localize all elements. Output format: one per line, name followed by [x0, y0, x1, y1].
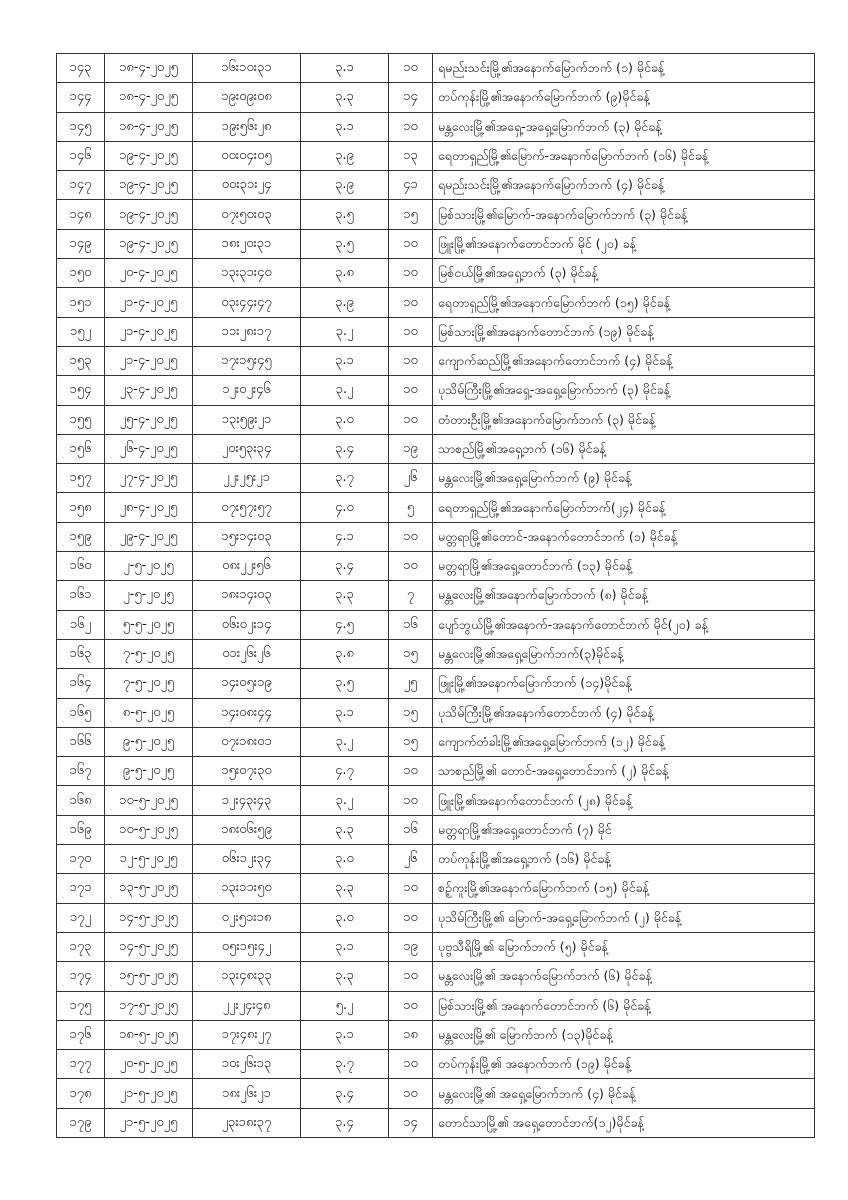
- date-cell: ၂၁-၄-၂၀၂၅: [105, 288, 193, 317]
- location-cell: ပုဗ္ဗသီရိမြို့၏ မြောက်ဘက် (၅) မိုင်ခန့်: [433, 932, 815, 961]
- table-row: [57, 757, 815, 786]
- date-cell: ၁၅-၅-၂၀၂၅: [105, 962, 193, 991]
- location-cell: မန္တလေးမြို့၏အနောက်မြောက်ဘက် (၈) မိုင်ခန့်: [433, 581, 815, 610]
- date-cell: ၁၉-၄-၂၀၂၅: [105, 229, 193, 258]
- depth-cell: ၇: [389, 581, 433, 610]
- time-cell: ၁၂း၄၃း၄၃: [193, 786, 301, 815]
- table-row: [57, 54, 815, 83]
- magnitude-cell: ၃.၈: [301, 259, 389, 288]
- table-row: [57, 903, 815, 932]
- depth-cell: ၁၀: [389, 317, 433, 346]
- magnitude-cell: ၃.၁: [301, 54, 389, 83]
- time-cell: ၀၇း၅၇း၅၇: [193, 493, 301, 522]
- magnitude-cell: ၃.၃: [301, 815, 389, 844]
- magnitude-cell: ၃.၁: [301, 1020, 389, 1049]
- date-cell: ၂၁-၅-၂၀၂၅: [105, 1079, 193, 1108]
- date-cell: ၂-၅-၂၀၂၅: [105, 581, 193, 610]
- earthquake-table: [56, 53, 815, 1138]
- depth-cell: ၁၈: [389, 1020, 433, 1049]
- magnitude-cell: ၃.၁: [301, 932, 389, 961]
- depth-cell: ၂၅: [389, 669, 433, 698]
- magnitude-cell: ၃.၁: [301, 698, 389, 727]
- magnitude-cell: ၄.၀: [301, 493, 389, 522]
- magnitude-cell: ၃.၄: [301, 434, 389, 463]
- row-number-cell: ၁၅၆: [57, 434, 105, 463]
- row-number-cell: ၁၄၅: [57, 112, 105, 141]
- table-row: [57, 346, 815, 375]
- date-cell: ၂၉-၄-၂၀၂၅: [105, 522, 193, 551]
- depth-cell: ၁၆: [389, 610, 433, 639]
- location-cell: ရမည်းသင်းမြို့၏အနောက်မြောက်ဘက် (၁) မိုင်ခန့်: [433, 54, 815, 83]
- time-cell: ၁၈း၂၆း၂၁: [193, 1079, 301, 1108]
- table-row: [57, 83, 815, 112]
- magnitude-cell: ၄.၇: [301, 757, 389, 786]
- depth-cell: ၁၀: [389, 757, 433, 786]
- date-cell: ၁၀-၅-၂၀၂၅: [105, 815, 193, 844]
- table-row: [57, 493, 815, 522]
- magnitude-cell: ၃.၉: [301, 171, 389, 200]
- magnitude-cell: ၃.၈: [301, 639, 389, 668]
- table-row: [57, 317, 815, 346]
- depth-cell: ၁၀: [389, 259, 433, 288]
- location-cell: ဖြူးမြို့၏အနောက်တောင်ဘက် မိုင် (၂၀) ခန့်: [433, 229, 815, 258]
- location-cell: ပျော်ဘွယ်မြို့၏အနောက်-အနောက်တောင်ဘက် မိုင်(၂၀) ခန့်: [433, 610, 815, 639]
- row-number-cell: ၁၆၉: [57, 815, 105, 844]
- table-row: [57, 1020, 815, 1049]
- depth-cell: ၁၀: [389, 405, 433, 434]
- row-number-cell: ၁၆၀: [57, 552, 105, 581]
- magnitude-cell: ၃.၀: [301, 405, 389, 434]
- location-cell: မြစ်ငယ်မြို့၏အရှေ့ဘက် (၃) မိုင်ခန့်: [433, 259, 815, 288]
- table-row: [57, 786, 815, 815]
- time-cell: ၁၃း၅၉း၂၁: [193, 405, 301, 434]
- table-row: [57, 874, 815, 903]
- row-number-cell: ၁၇၂: [57, 903, 105, 932]
- depth-cell: ၁၀: [389, 786, 433, 815]
- magnitude-cell: ၃.၂: [301, 376, 389, 405]
- date-cell: ၁၉-၄-၂၀၂၅: [105, 141, 193, 170]
- depth-cell: ၁၃: [389, 141, 433, 170]
- date-cell: ၁၂-၅-၂၀၂၅: [105, 845, 193, 874]
- magnitude-cell: ၃.၇: [301, 464, 389, 493]
- magnitude-cell: ၃.၃: [301, 83, 389, 112]
- location-cell: ရေတာရှည်မြို့၏မြောက်-အနောက်မြောက်ဘက် (၁၆) မိုင်ခန့်: [433, 141, 815, 170]
- row-number-cell: ၁၆၇: [57, 757, 105, 786]
- row-number-cell: ၁၅၇: [57, 464, 105, 493]
- depth-cell: ၁၀: [389, 288, 433, 317]
- depth-cell: ၁၆: [389, 815, 433, 844]
- row-number-cell: ၁၄၆: [57, 141, 105, 170]
- table-row: [57, 464, 815, 493]
- table-row: [57, 259, 815, 288]
- row-number-cell: ၁၅၅: [57, 405, 105, 434]
- row-number-cell: ၁၄၈: [57, 200, 105, 229]
- date-cell: ၉-၅-၂၀၂၅: [105, 757, 193, 786]
- row-number-cell: ၁၇၅: [57, 991, 105, 1020]
- location-cell: မန္တလေးမြို့၏အရှေ့မြောက်ဘက်(၃)မိုင်ခန့်: [433, 639, 815, 668]
- time-cell: ၁၇း၁၅း၄၅: [193, 346, 301, 375]
- location-cell: မြစ်သားမြို့၏ အနောက်တောင်ဘက် (၆) မိုင်ခန့်: [433, 991, 815, 1020]
- date-cell: ၁၀-၅-၂၀၂၅: [105, 786, 193, 815]
- date-cell: ၂၁-၄-၂၀၂၅: [105, 317, 193, 346]
- time-cell: ၁၅း၀၇း၃၀: [193, 757, 301, 786]
- row-number-cell: ၁၇၇: [57, 1050, 105, 1079]
- location-cell: မတ္တရာမြို့၏အရှေ့တောင်ဘက် (၁၃) မိုင်ခန့်: [433, 552, 815, 581]
- depth-cell: ၁၅: [389, 698, 433, 727]
- time-cell: ၁၈း၀၆း၅၉: [193, 815, 301, 844]
- time-cell: ၁၉း၅၆း၂၈: [193, 112, 301, 141]
- time-cell: ၀၆း၁၂း၃၄: [193, 845, 301, 874]
- magnitude-cell: ၃.၉: [301, 288, 389, 317]
- location-cell: ပုသိမ်ကြီးမြို့၏အနောက်တောင်ဘက် (၄) မိုင်ခန့်: [433, 698, 815, 727]
- table-row: [57, 845, 815, 874]
- table-row: [57, 405, 815, 434]
- location-cell: ကျောက်ဆည်မြို့၏အနောက်တောင်ဘက် (၄) မိုင်ခန့်: [433, 346, 815, 375]
- time-cell: ၀၆း၀၂း၁၄: [193, 610, 301, 639]
- row-number-cell: ၁၅၈: [57, 493, 105, 522]
- date-cell: ၁၈-၅-၂၀၂၅: [105, 1020, 193, 1049]
- depth-cell: ၁၀: [389, 112, 433, 141]
- location-cell: တပ်ကုန်းမြို့၏အနောက်မြောက်ဘက် (၉)မိုင်ခန့်: [433, 83, 815, 112]
- magnitude-cell: ၃.၁: [301, 112, 389, 141]
- table-row: [57, 1079, 815, 1108]
- depth-cell: ၄၁: [389, 171, 433, 200]
- location-cell: တပ်ကုန်းမြို့၏ အနောက်ဘက် (၁၉) မိုင်ခန့်: [433, 1050, 815, 1079]
- depth-cell: ၂၆: [389, 464, 433, 493]
- date-cell: ၂၈-၄-၂၀၂၅: [105, 493, 193, 522]
- row-number-cell: ၁၆၈: [57, 786, 105, 815]
- time-cell: ၀၇း၅၀း၀၃: [193, 200, 301, 229]
- time-cell: ၀၇း၁၈း၀၁: [193, 727, 301, 756]
- time-cell: ၁၄း၀၅း၁၉: [193, 669, 301, 698]
- row-number-cell: ၁၆၃: [57, 639, 105, 668]
- table-row: [57, 552, 815, 581]
- depth-cell: ၁၀: [389, 1050, 433, 1079]
- location-cell: ရေတာရှည်မြို့၏အနောက်မြောက်ဘက် (၁၅) မိုင်ခန့်: [433, 288, 815, 317]
- row-number-cell: ၁၆၁: [57, 581, 105, 610]
- table-row: [57, 200, 815, 229]
- location-cell: မတ္တရာမြို့၏အရှေ့တောင်ဘက် (၇) မိုင်: [433, 815, 815, 844]
- table-row: [57, 434, 815, 463]
- magnitude-cell: ၃.၂: [301, 727, 389, 756]
- time-cell: ၀၀း၃၁း၂၄: [193, 171, 301, 200]
- location-cell: ပုသိမ်ကြီးမြို့၏ မြောက်-အရှေ့မြောက်ဘက် (၂) မိုင်ခန့်: [433, 903, 815, 932]
- table-row: [57, 815, 815, 844]
- table-row: [57, 962, 815, 991]
- depth-cell: ၁၀: [389, 522, 433, 551]
- location-cell: တောင်သာမြို့၏ အရှေ့တောင်ဘက်(၁၂)မိုင်ခန့်: [433, 1108, 815, 1137]
- table-row: [57, 171, 815, 200]
- table-row: [57, 581, 815, 610]
- date-cell: ၂၁-၄-၂၀၂၅: [105, 346, 193, 375]
- date-cell: ၂-၅-၂၀၂၅: [105, 552, 193, 581]
- table-row: [57, 522, 815, 551]
- row-number-cell: ၁၄၃: [57, 54, 105, 83]
- location-cell: ဖြူးမြို့၏အနောက်တောင်ဘက် (၂၈) မိုင်ခန့်: [433, 786, 815, 815]
- time-cell: ၁၁း၂၈း၁၇: [193, 317, 301, 346]
- row-number-cell: ၁၄၇: [57, 171, 105, 200]
- depth-cell: ၂၆: [389, 845, 433, 874]
- row-number-cell: ၁၅၀: [57, 259, 105, 288]
- magnitude-cell: ၃.၃: [301, 962, 389, 991]
- time-cell: ၀၂း၅၁း၁၈: [193, 903, 301, 932]
- table-body: [57, 54, 815, 1138]
- date-cell: ၁၈-၄-၂၀၂၅: [105, 112, 193, 141]
- row-number-cell: ၁၅၃: [57, 346, 105, 375]
- magnitude-cell: ၃.၃: [301, 874, 389, 903]
- date-cell: ၇-၅-၂၀၂၅: [105, 669, 193, 698]
- row-number-cell: ၁၆၄: [57, 669, 105, 698]
- row-number-cell: ၁၇၈: [57, 1079, 105, 1108]
- location-cell: မြစ်သားမြို့၏အနောက်တောင်ဘက် (၁၉) မိုင်ခန့်: [433, 317, 815, 346]
- table-row: [57, 610, 815, 639]
- time-cell: ၀၈း၂၂း၅၆: [193, 552, 301, 581]
- depth-cell: ၁၅: [389, 639, 433, 668]
- location-cell: ကျောက်တံခါးမြို့၏အရှေ့မြောက်ဘက် (၁၂) မိုင်ခန့်: [433, 727, 815, 756]
- time-cell: ၁၃း၃၁း၄၀: [193, 259, 301, 288]
- date-cell: ၉-၅-၂၀၂၅: [105, 727, 193, 756]
- time-cell: ၂၂း၂၄း၄၈: [193, 991, 301, 1020]
- table-row: [57, 991, 815, 1020]
- magnitude-cell: ၃.၄: [301, 552, 389, 581]
- location-cell: မန္တလေးမြို့၏အရှေ့မြောက်ဘက် (၉) မိုင်ခန့်: [433, 464, 815, 493]
- row-number-cell: ၁၄၉: [57, 229, 105, 258]
- location-cell: မန္တလေးမြို့၏ အနောက်မြောက်ဘက် (၆) မိုင်ခန့်: [433, 962, 815, 991]
- table-row: [57, 376, 815, 405]
- location-cell: သာစည်မြို့၏အရှေ့ဘက် (၁၆) မိုင်ခန့်: [433, 434, 815, 463]
- time-cell: ၁၀း၂၆း၁၃: [193, 1050, 301, 1079]
- location-cell: တံတားဦးမြို့၏အနောက်မြောက်ဘက် (၃) မိုင်ခန့်: [433, 405, 815, 434]
- date-cell: ၁၄-၅-၂၀၂၅: [105, 903, 193, 932]
- magnitude-cell: ၃.၁: [301, 346, 389, 375]
- date-cell: ၁၈-၄-၂၀၂၅: [105, 54, 193, 83]
- table-row: [57, 288, 815, 317]
- time-cell: ၂၂း၂၅း၂၁: [193, 464, 301, 493]
- time-cell: ၀၃း၄၄း၄၇: [193, 288, 301, 317]
- time-cell: ၁၉း၀၉း၀၈: [193, 83, 301, 112]
- depth-cell: ၁၅: [389, 727, 433, 756]
- location-cell: ပုသိမ်ကြီးမြို့၏အရှေ့-အရှေ့မြောက်ဘက် (၃) မိုင်ခန့်: [433, 376, 815, 405]
- row-number-cell: ၁၅၄: [57, 376, 105, 405]
- table-row: [57, 229, 815, 258]
- row-number-cell: ၁၇၀: [57, 845, 105, 874]
- depth-cell: ၁၅: [389, 200, 433, 229]
- date-cell: ၂၃-၄-၂၀၂၅: [105, 376, 193, 405]
- date-cell: ၂၀-၅-၂၀၂၅: [105, 1050, 193, 1079]
- magnitude-cell: ၃.၃: [301, 581, 389, 610]
- row-number-cell: ၁၇၃: [57, 932, 105, 961]
- row-number-cell: ၁၆၅: [57, 698, 105, 727]
- time-cell: ၁၈း၂၀း၃၁: [193, 229, 301, 258]
- date-cell: ၁၈-၄-၂၀၂၅: [105, 83, 193, 112]
- date-cell: ၁၄-၅-၂၀၂၅: [105, 932, 193, 961]
- date-cell: ၁၉-၄-၂၀၂၅: [105, 200, 193, 229]
- time-cell: ၀၁း၂၆း၂၆: [193, 639, 301, 668]
- location-cell: မန္တလေးမြို့၏အရှေ့-အရှေ့မြောက်ဘက် (၃) မိုင်ခန့်: [433, 112, 815, 141]
- depth-cell: ၁၀: [389, 962, 433, 991]
- depth-cell: ၁၀: [389, 874, 433, 903]
- depth-cell: ၁၀: [389, 903, 433, 932]
- date-cell: ၂၇-၄-၂၀၂၅: [105, 464, 193, 493]
- time-cell: ၁၂း၀၂း၄၆: [193, 376, 301, 405]
- time-cell: ၀၀း၀၄း၀၅: [193, 141, 301, 170]
- depth-cell: ၁၄: [389, 1108, 433, 1137]
- location-cell: ရမည်းသင်းမြို့၏အနောက်မြောက်ဘက် (၄) မိုင်ခန့်: [433, 171, 815, 200]
- table-row: [57, 669, 815, 698]
- magnitude-cell: ၃.၄: [301, 1079, 389, 1108]
- magnitude-cell: ၃.၀: [301, 845, 389, 874]
- date-cell: ၁၉-၄-၂၀၂၅: [105, 171, 193, 200]
- row-number-cell: ၁၇၆: [57, 1020, 105, 1049]
- location-cell: စဉ့်ကူးမြို့၏အနောက်မြောက်ဘက် (၁၅) မိုင်ခန့်: [433, 874, 815, 903]
- location-cell: မတ္တရာမြို့၏တောင်-အနောက်တောင်ဘက် (၁) မိုင်ခန့်: [433, 522, 815, 551]
- magnitude-cell: ၃.၂: [301, 317, 389, 346]
- date-cell: ၇-၅-၂၀၂၅: [105, 639, 193, 668]
- location-cell: ရေတာရှည်မြို့၏အနောက်မြောက်ဘက်(၂၄) မိုင်ခန့်: [433, 493, 815, 522]
- depth-cell: ၁၉: [389, 932, 433, 961]
- location-cell: သာစည်မြို့၏ တောင်-အရှေ့တောင်ဘက် (၂) မိုင်ခန့်: [433, 757, 815, 786]
- depth-cell: ၁၀: [389, 376, 433, 405]
- magnitude-cell: ၄.၁: [301, 522, 389, 551]
- time-cell: ၁၈း၁၄း၀၃: [193, 581, 301, 610]
- table-row: [57, 932, 815, 961]
- earthquake-table-page: [56, 53, 814, 1138]
- depth-cell: ၁၀: [389, 346, 433, 375]
- row-number-cell: ၁၆၆: [57, 727, 105, 756]
- table-row: [57, 112, 815, 141]
- depth-cell: ၁၀: [389, 552, 433, 581]
- table-row: [57, 698, 815, 727]
- magnitude-cell: ၃.၉: [301, 141, 389, 170]
- magnitude-cell: ၃.၅: [301, 200, 389, 229]
- row-number-cell: ၁၄၄: [57, 83, 105, 112]
- table-row: [57, 727, 815, 756]
- table-row: [57, 141, 815, 170]
- location-cell: မန္တလေးမြို့၏ မြောက်ဘက် (၁၃)မိုင်ခန့်: [433, 1020, 815, 1049]
- time-cell: ၁၇း၄၈း၂၇: [193, 1020, 301, 1049]
- time-cell: ၀၅း၁၅း၄၂: [193, 932, 301, 961]
- table-row: [57, 1050, 815, 1079]
- location-cell: မန္တလေးမြို့၏ အရှေ့မြောက်ဘက် (၄) မိုင်ခန့်: [433, 1079, 815, 1108]
- time-cell: ၁၅း၁၄း၀၃: [193, 522, 301, 551]
- row-number-cell: ၁၇၉: [57, 1108, 105, 1137]
- table-row: [57, 1108, 815, 1137]
- date-cell: ၁၃-၅-၂၀၂၅: [105, 874, 193, 903]
- date-cell: ၅-၅-၂၀၂၅: [105, 610, 193, 639]
- depth-cell: ၁၀: [389, 991, 433, 1020]
- location-cell: တပ်ကုန်းမြို့၏အရှေ့ဘက် (၁၆) မိုင်ခန့်: [433, 845, 815, 874]
- time-cell: ၂၃း၁၈း၃၇: [193, 1108, 301, 1137]
- time-cell: ၁၄း၀၈း၄၄: [193, 698, 301, 727]
- date-cell: ၂၆-၄-၂၀၂၅: [105, 434, 193, 463]
- magnitude-cell: ၃.၅: [301, 229, 389, 258]
- magnitude-cell: ၃.၇: [301, 1050, 389, 1079]
- depth-cell: ၁၉: [389, 434, 433, 463]
- magnitude-cell: ၃.၂: [301, 786, 389, 815]
- date-cell: ၂၁-၅-၂၀၂၅: [105, 1108, 193, 1137]
- row-number-cell: ၁၅၁: [57, 288, 105, 317]
- row-number-cell: ၁၅၉: [57, 522, 105, 551]
- magnitude-cell: ၃.၀: [301, 903, 389, 932]
- time-cell: ၁၆း၁၀း၃၁: [193, 54, 301, 83]
- magnitude-cell: ၃.၄: [301, 1108, 389, 1137]
- depth-cell: ၁၄: [389, 83, 433, 112]
- table-row: [57, 639, 815, 668]
- location-cell: ဖြူးမြို့၏အနောက်မြောက်ဘက် (၁၄)မိုင်ခန့်: [433, 669, 815, 698]
- time-cell: ၂၀း၅၃း၃၄: [193, 434, 301, 463]
- depth-cell: ၁၀: [389, 229, 433, 258]
- depth-cell: ၅: [389, 493, 433, 522]
- depth-cell: ၁၀: [389, 54, 433, 83]
- date-cell: ၁၇-၅-၂၀၂၅: [105, 991, 193, 1020]
- date-cell: ၂၅-၄-၂၀၂၅: [105, 405, 193, 434]
- row-number-cell: ၁၇၁: [57, 874, 105, 903]
- date-cell: ၂၀-၄-၂၀၂၅: [105, 259, 193, 288]
- time-cell: ၁၃း၁၁း၅၀: [193, 874, 301, 903]
- magnitude-cell: ၃.၅: [301, 669, 389, 698]
- date-cell: ၈-၅-၂၀၂၅: [105, 698, 193, 727]
- magnitude-cell: ၄.၅: [301, 610, 389, 639]
- row-number-cell: ၁၇၄: [57, 962, 105, 991]
- time-cell: ၁၃း၄၈း၃၃: [193, 962, 301, 991]
- depth-cell: ၁၀: [389, 1079, 433, 1108]
- row-number-cell: ၁၅၂: [57, 317, 105, 346]
- row-number-cell: ၁၆၂: [57, 610, 105, 639]
- location-cell: မြစ်သားမြို့၏မြောက်-အနောက်မြောက်ဘက် (၃) မိုင်ခန့်: [433, 200, 815, 229]
- magnitude-cell: ၅.၂: [301, 991, 389, 1020]
